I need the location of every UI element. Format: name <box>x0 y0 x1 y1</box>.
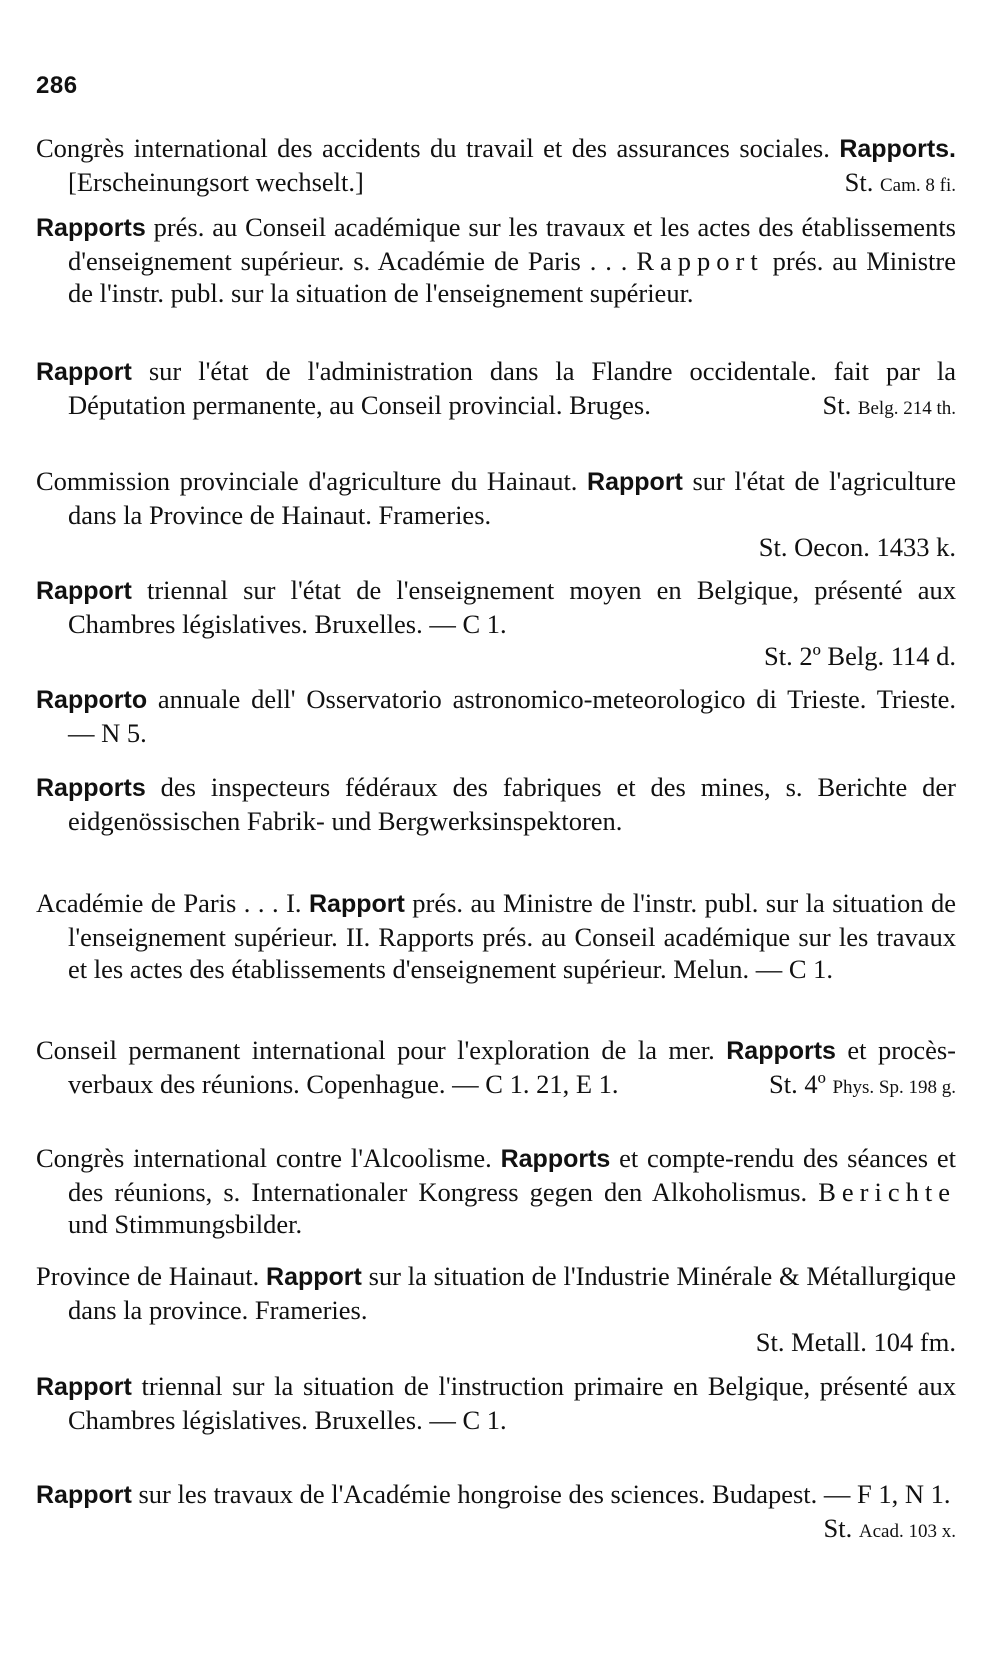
page-number: 286 <box>36 72 78 99</box>
shelf-mark: St. Cam. 8 fi. <box>844 166 956 197</box>
shelf-mark: St. Acad. 103 x. <box>823 1512 956 1543</box>
catalog-entry <box>36 355 956 425</box>
catalog-entry <box>36 465 956 564</box>
entry-keyword: Rapports <box>36 214 146 242</box>
entry-text: et compte-rendu des séances et des réunions, s. Internationaler Kongress gegen den Alkoholismus. <box>68 1143 956 1207</box>
entry-spaced-text: Rapport <box>636 245 764 276</box>
entry-spaced-text: Berichte <box>818 1176 956 1207</box>
entry-text: triennal sur la situation de l'instruction primaire en Belgique, présenté aux Chambres législatives. Bruxelles. — C 1. <box>68 1371 956 1435</box>
shelf-mark: St. 2º Belg. 114 d. <box>763 641 956 671</box>
entry-keyword: Rapport <box>587 468 683 496</box>
entry-keyword: Rapport <box>36 358 132 386</box>
entry-text: Académie de Paris . . . I. <box>36 888 309 918</box>
shelf-mark: St. 4º Phys. Sp. 198 g. <box>769 1068 956 1099</box>
entry-text: Province de Hainaut. <box>36 1261 267 1291</box>
entry-text: triennal sur l'état de l'enseignement moyen en Belgique, présenté aux Chambres législatives. Bruxelles. — C 1. <box>68 575 956 639</box>
entry-keyword: Rapporto <box>36 686 148 714</box>
entry-keyword: Rapports <box>726 1037 836 1065</box>
entry-keyword: Rapport <box>36 1373 132 1401</box>
entry-keyword: Rapports. <box>839 135 956 163</box>
catalog-entry <box>36 1260 956 1359</box>
entry-text: sur les travaux de l'Académie hongroise des sciences. Budapest. — F 1, N 1. <box>131 1479 951 1509</box>
entry-text: [Erscheinungsort wechselt.] <box>68 166 364 197</box>
catalog-entry <box>36 574 956 673</box>
entry-text: Conseil permanent international pour l'exploration de la mer. <box>36 1035 727 1065</box>
entry-text: sur l'état de l'agriculture dans la Province de Hainaut. Frameries. <box>68 466 956 530</box>
shelf-mark: St. Oecon. 1433 k. <box>758 532 956 562</box>
entry-keyword: Rapports <box>500 1145 611 1173</box>
catalog-entry <box>36 1034 956 1104</box>
entry-keyword: Rapport <box>266 1263 362 1291</box>
entry-text: des inspecteurs fédéraux des fabriques et des mines, s. Berichte der eidgenössischen Fabrik- und Bergwerksinspektoren. <box>68 772 956 836</box>
entry-keyword: Rapport <box>308 890 405 918</box>
entry-text: Commission provinciale d'agriculture du Hainaut. <box>36 466 588 496</box>
entry-text: prés. au Ministre de l'instr. publ. sur la situation de l'enseignement supérieur. <box>68 245 956 308</box>
entry-keyword: Rapport <box>36 577 132 605</box>
entry-text: sur la situation de l'Industrie Minérale & Métallurgique dans la province. Frameries. <box>68 1261 956 1325</box>
catalog-entry <box>36 887 956 986</box>
entry-keyword: Rapports <box>36 774 146 802</box>
catalog-entry <box>36 132 956 202</box>
entry-text: und Stimmungsbilder. <box>68 1209 303 1239</box>
entry-text: prés. au Ministre de l'instr. publ. sur la situation de l'enseignement supérieur. II. Rapports prés. au Conseil académique sur les travaux et les actes des établissements d'enseignement supérieur. Melun. — C 1. <box>68 888 956 984</box>
entry-text: annuale dell' Osservatorio astronomico-meteorologico di Trieste. Trieste. — N 5. <box>68 684 956 748</box>
catalog-entry <box>36 211 956 310</box>
shelf-mark: St. Metall. 104 fm. <box>755 1327 956 1357</box>
entry-text: prés. au Conseil académique sur les travaux et les actes des établissements d'enseignement supérieur. s. Académie de Paris . . . <box>68 212 956 276</box>
entry-text: Congrès international des accidents du travail et des assurances sociales. <box>36 133 840 163</box>
entry-text: Congrès international contre l'Alcoolisme. <box>36 1143 501 1173</box>
catalog-entry <box>36 1142 956 1241</box>
catalog-entry <box>36 683 956 749</box>
entry-text: sur l'état de l'administration dans la Flandre occidentale. fait par la Députation permanente, au Conseil provincial. Bruges. <box>68 356 956 420</box>
catalog-entry <box>36 1370 956 1436</box>
shelf-mark: St. Belg. 214 th. <box>822 389 956 420</box>
catalog-entry <box>36 771 956 837</box>
entry-keyword: Rapport <box>36 1481 132 1509</box>
catalog-entry <box>36 1478 956 1548</box>
entry-text: et procès-verbaux des réunions. Copenhague. — C 1. 21, E 1. <box>68 1035 956 1099</box>
